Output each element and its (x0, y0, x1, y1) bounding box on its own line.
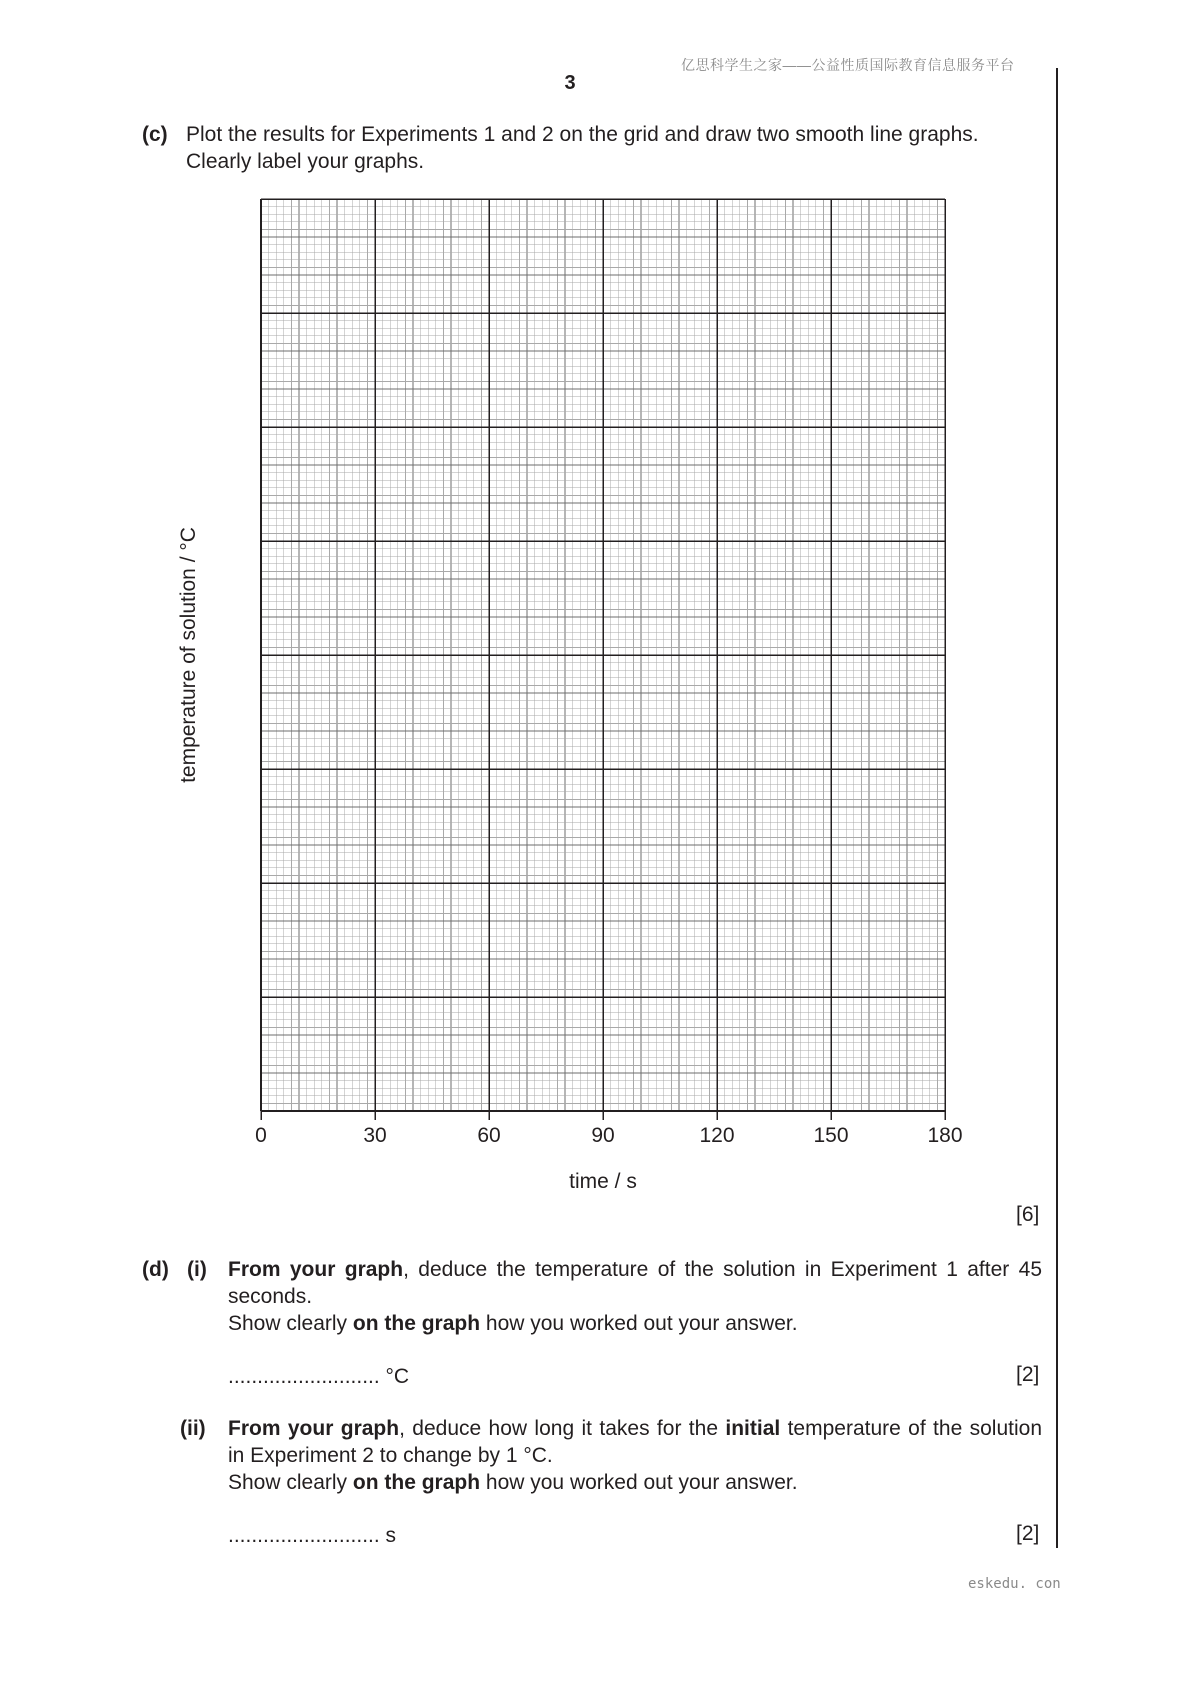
part-d-ii-answer-line[interactable]: .......................... s (228, 1524, 397, 1547)
y-axis-label: temperature of solution / °C (177, 527, 200, 783)
part-d-ii-marks: [2] (1016, 1522, 1040, 1545)
page-number: 3 (564, 72, 576, 94)
part-d-ii-bold-on-graph: on the graph (352, 1471, 481, 1494)
part-d-i-bold-from-graph: From your graph (228, 1258, 404, 1281)
part-d-ii-show-b: how you worked out your answer. (480, 1471, 798, 1494)
part-d-i-question (228, 1256, 1042, 1310)
part-d-ii-text-a: , deduce how long it takes for the (399, 1417, 726, 1440)
part-c-line-2: Clearly label your graphs. (186, 150, 425, 173)
x-tick-120: 120 (699, 1124, 735, 1147)
part-d-i-answer-line[interactable]: .......................... °C (228, 1365, 410, 1388)
part-c-marks: [6] (1016, 1203, 1040, 1226)
part-d-i-show-line (228, 1310, 1042, 1337)
x-tick-90: 90 (591, 1124, 615, 1147)
part-d-i-text: , deduce the temperature of the solution in Experiment 1 after 45 seconds. (228, 1258, 1043, 1308)
part-d-i-show-b: how you worked out your answer. (480, 1312, 798, 1335)
part-d-ii-label: (ii) (180, 1417, 206, 1440)
x-axis-label: time / s (569, 1170, 637, 1193)
part-d-ii-question (228, 1415, 1042, 1469)
part-d-i-show-a: Show clearly (228, 1312, 353, 1335)
header-watermark-note: 亿思科学生之家——公益性质国际教育信息服务平台 (681, 57, 1015, 73)
part-d-label: (d) (142, 1258, 169, 1281)
part-c-label: (c) (142, 123, 168, 146)
part-d-ii-show-line (228, 1469, 1042, 1496)
x-tick-60: 60 (477, 1124, 501, 1147)
x-tick-180: 180 (927, 1124, 963, 1147)
part-d-i-marks: [2] (1016, 1363, 1040, 1386)
x-tick-30: 30 (363, 1124, 387, 1147)
part-d-ii-bold-from-graph: From your graph (228, 1417, 400, 1440)
part-d-i-label: (i) (187, 1258, 207, 1281)
footer-watermark: eskedu. con (968, 1576, 1061, 1592)
x-tick-0: 0 (255, 1124, 267, 1147)
part-d-i-bold-on-graph: on the graph (352, 1312, 481, 1335)
x-tick-150: 150 (813, 1124, 849, 1147)
part-d-ii-text-b: temperature of the solution in Experiment 2 to change by 1 °C. (228, 1417, 1042, 1467)
part-d-ii-show-a: Show clearly (228, 1471, 353, 1494)
part-c-line-1: Plot the results for Experiments 1 and 2 on the grid and draw two smooth line graphs. (186, 123, 979, 146)
part-d-ii-bold-initial: initial (725, 1417, 781, 1440)
